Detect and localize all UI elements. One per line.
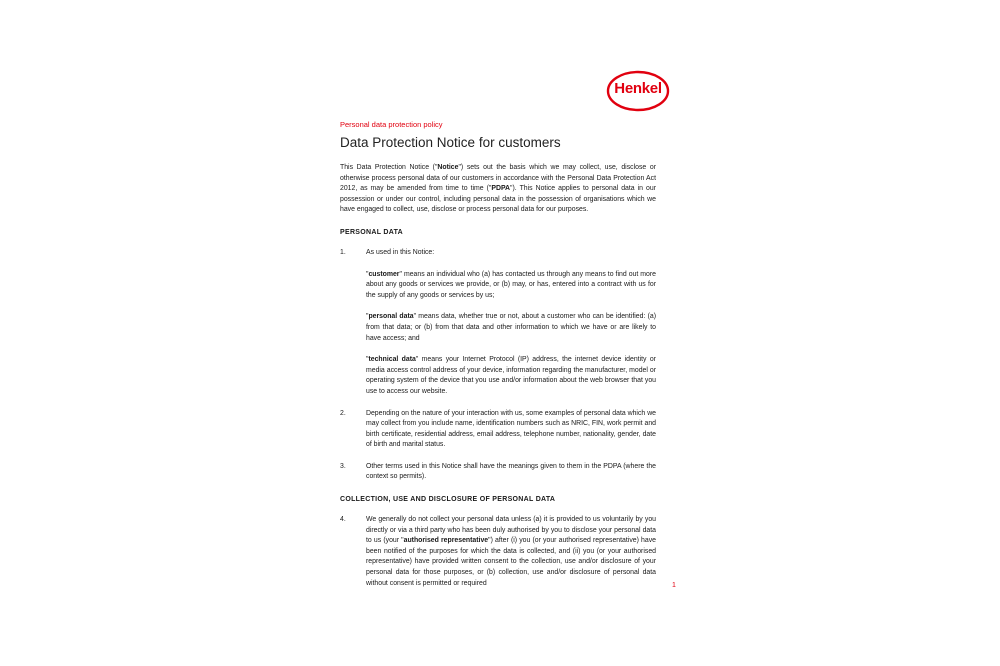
definition-customer: "customer" means an individual who (a) has contacted us through any means to find out more about any goods or services we provide, or (b) may, or has, entered into a contract with us for the supply of any goods or services by us; xyxy=(366,270,656,299)
item-text: Depending on the nature of your interaction with us, some examples of personal data which we may collect from you include name, identification numbers such as NRIC, FIN, work permit and birth certificate, residential address, email address, telephone number, nationality, gender, date of birth and marital status. xyxy=(366,409,656,449)
document-subtitle: Personal data protection policy xyxy=(340,120,443,129)
list-item xyxy=(340,515,656,589)
page-number: 1 xyxy=(672,582,676,589)
item-text: As used in this Notice: xyxy=(366,248,435,256)
item-number: 2. xyxy=(340,409,346,417)
item-number: 3. xyxy=(340,462,346,470)
item-number: 4. xyxy=(340,516,346,524)
list-item xyxy=(340,409,656,451)
item-text: We generally do not collect your personal data unless (a) it is provided to us voluntarily by you directly or via a third party who has been duly authorised by you to disclose your personal data to us (your "authorised representative") after (i) you (or your authorised representative) have been notified of the purposes for which the data is collected, and (ii) you (or your authorised representative) have provided written consent to the collection, use and/or disclosure of your personal data for those purposes, or (b) collection, use and/or disclosure of personal data without consent is permitted or required xyxy=(366,516,657,587)
list-item xyxy=(340,248,656,259)
document-content xyxy=(340,120,656,589)
section-heading-personal-data: PERSONAL DATA xyxy=(340,228,404,236)
definition-technical-data: "technical data" means your Internet Protocol (IP) address, the internet device identity or media access control address of your device, information regarding the manufacturer, model or operating system of the device that you use and/or information about the web browser that you use to access our website. xyxy=(366,356,656,395)
document-title: Data Protection Notice for customers xyxy=(340,135,561,150)
list-item xyxy=(340,462,656,483)
item-number: 1. xyxy=(340,248,346,256)
item-text: Other terms used in this Notice shall have the meanings given to them in the PDPA (where the context so permits). xyxy=(366,462,656,481)
section-heading-collection: COLLECTION, USE AND DISCLOSURE OF PERSONAL DATA xyxy=(340,496,556,504)
intro-paragraph: This Data Protection Notice ("Notice") sets out the basis which we may collect, use, disclose or otherwise process personal data of our customers in accordance with the Personal Data Protection Act 2012, as may be amended from time to time ("PDPA"). This Notice applies to personal data in our possession or under our control, including personal data in the possession of organisations which we have engaged to collect, use, disclose or process personal data for our purposes. xyxy=(340,164,656,214)
definition-personal-data: "personal data" means data, whether true or not, about a customer who can be identified: (a) from that data; or (b) from that data and other information to which we have or are likely to have access; and xyxy=(366,313,656,342)
logo-text: Henkel xyxy=(614,80,662,97)
